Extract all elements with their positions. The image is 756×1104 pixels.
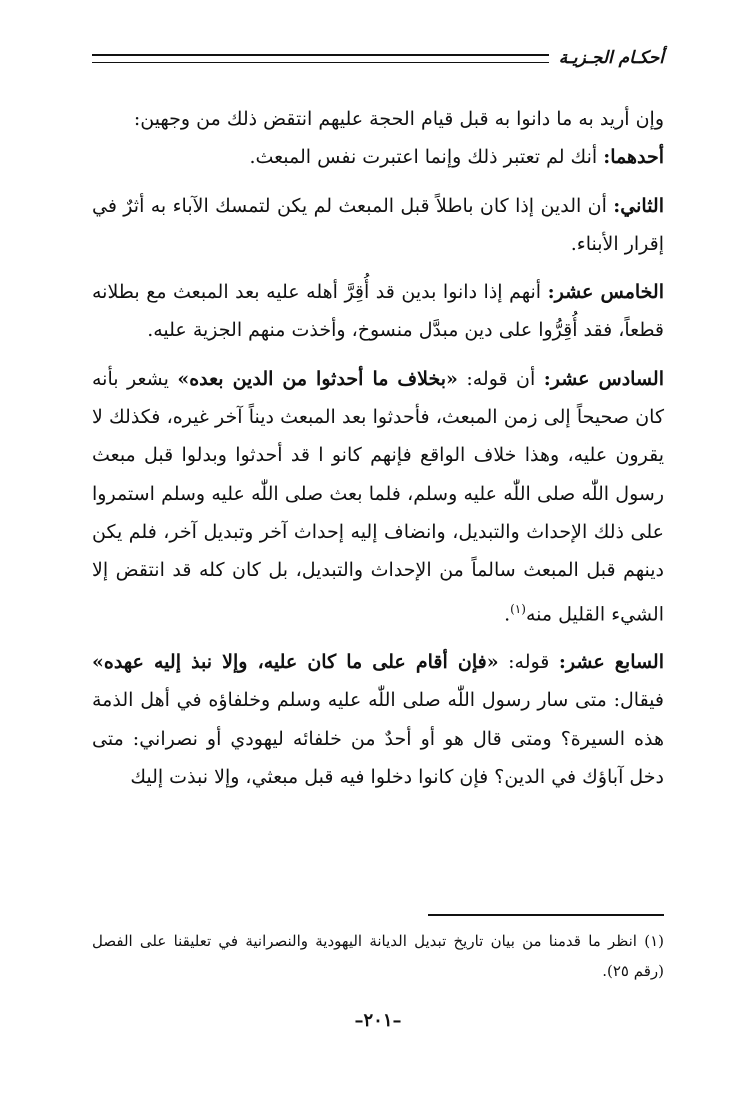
- paragraph-fifteenth: الخامس عشر: أنهم إذا دانوا بدين قد أُقِرَّ أهله عليه بعد المبعث مع بطلانه قطعاً، فقد أُقِرُّوا على دين مبدَّل منسوخ، وأخذت منهم الجزية عليه.: [92, 281, 664, 342]
- footnote: (١) انظر ما قدمنا من بيان تاريخ تبديل الديانة اليهودية والنصرانية في تعليقنا على الفصل (رقم ٢٥).: [92, 932, 664, 980]
- paragraph-label: الخامس عشر:: [547, 281, 664, 304]
- page-number: –٢٠١–: [354, 1010, 402, 1031]
- paragraph-first-aspect: أحدهما: أنك لم تعتبر ذلك وإنما اعتبرت نفس المبعث.: [249, 146, 664, 169]
- paragraph-label: الثاني:: [613, 194, 664, 217]
- body-text: [92, 100, 664, 796]
- paragraph-second-aspect: الثاني: أن الدين إذا كان باطلاً قبل المبعث لم يكن لتمسك الآباء به أثرٌ في إقرار الأبناء.: [92, 194, 664, 255]
- paragraph-intro: وإن أريد به ما دانوا به قبل قيام الحجة عليهم انتقض ذلك من وجهين:: [133, 108, 664, 130]
- paragraph-label: السابع عشر:: [558, 651, 664, 674]
- quoted-text: «فإن أقام على ما كان عليه، وإلا نبذ إليه عهده»: [92, 651, 499, 674]
- paragraph-seventeenth: السابع عشر: قوله: «فإن أقام على ما كان عليه، وإلا نبذ إليه عهده» فيقال: متى سار رسول اللّٰه صلى اللّٰه عليه وسلم وخلفاؤه في أهل الذمة هذه السيرة؟ ومتى قال هو أو أحدٌ من خلفائه ليهودي أو نصراني: متى دخل آباؤك في الدين؟ فإن كانوا دخلوا فيه قبل مبعثي، وإلا نبذت إليك: [92, 651, 664, 789]
- footnote-separator: [428, 914, 664, 916]
- quoted-text: «بخلاف ما أحدثوا من الدين بعده»: [177, 367, 458, 390]
- running-head-title: أحكـام الجـزيـة: [558, 48, 664, 68]
- paragraph-label: أحدهما:: [603, 146, 664, 169]
- paragraph-label: السادس عشر:: [543, 367, 664, 390]
- running-head: [92, 46, 664, 70]
- footnote-reference[interactable]: (١): [510, 601, 526, 616]
- running-head-double-rule: [92, 54, 549, 63]
- paragraph-sixteenth: السادس عشر: أن قوله: «بخلاف ما أحدثوا من الدين بعده» يشعر بأنه كان صحيحاً إلى زمن المبعث، فأحدثوا بعد المبعث ديناً آخر غيره، فكذلك لا يقرون عليه، وهذا خلاف الواقع فإنهم كانو ا قد أحدثوا وبدلوا قبل مبعث رسول اللّٰه صلى اللّٰه عليه وسلم، فلما بعث صلى اللّٰه عليه وسلم استمروا على ذلك الإحداث والتبديل، وانضاف إليه إحداث آخر وتبديل آخر، فلم يكن دينهم قبل المبعث سالماً من الإحداث والتبديل، بل كان كله قد انتقض إلا الشيء القليل منه$^{(١)}$.: [92, 367, 664, 625]
